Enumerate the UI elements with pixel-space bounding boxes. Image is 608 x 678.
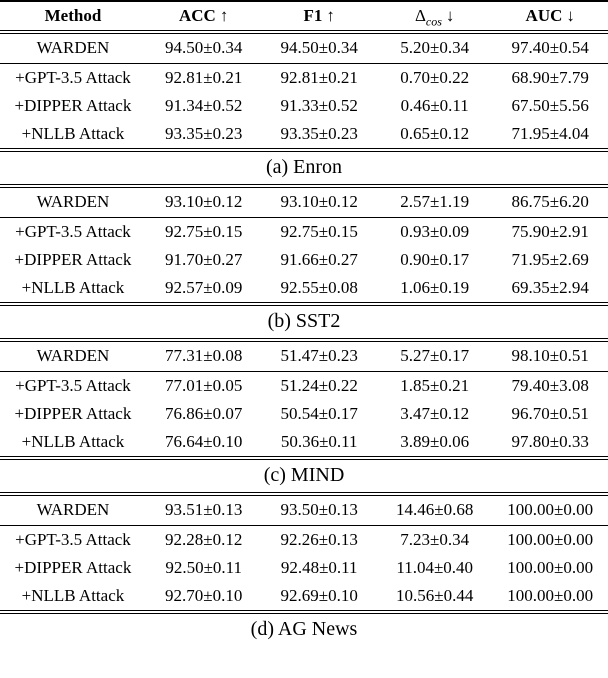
delta-cell: 3.47±0.12 <box>400 403 470 423</box>
acc-cell: 91.70±0.27 <box>164 249 243 269</box>
acc-cell: 94.50±0.34 <box>146 32 262 64</box>
subtable-enron <box>0 0 608 184</box>
attack-row <box>0 582 608 612</box>
col-header-acc <box>146 2 262 32</box>
method-cell: WARDEN <box>0 342 146 372</box>
warden-row <box>0 342 608 372</box>
f1-cell: 91.33±0.52 <box>280 95 358 115</box>
auc-cell: 67.50±5.56 <box>511 95 589 115</box>
attack-row <box>0 400 608 428</box>
col-header-delta-cos <box>377 2 493 32</box>
auc-cell: 98.10±0.51 <box>492 342 608 372</box>
method-cell: +DIPPER Attack <box>14 557 132 577</box>
subtable-agnews <box>0 492 608 646</box>
attack-row <box>0 274 608 304</box>
auc-cell: 96.70±0.51 <box>511 403 589 423</box>
method-cell: WARDEN <box>0 496 146 526</box>
f1-cell: 92.69±0.10 <box>261 582 377 612</box>
method-cell: +NLLB Attack <box>0 120 146 150</box>
acc-label: ACC <box>178 5 216 25</box>
delta-cell: 1.06±0.19 <box>377 274 493 304</box>
delta-cell: 14.46±0.68 <box>377 496 493 526</box>
results-table-enron <box>0 2 608 152</box>
acc-cell: 76.86±0.07 <box>164 403 243 423</box>
delta-cell: 2.57±1.19 <box>377 188 493 218</box>
acc-cell: 77.01±0.05 <box>164 375 243 395</box>
warden-row <box>0 32 608 64</box>
delta-cell: 7.23±0.34 <box>400 529 470 549</box>
delta-cell: 0.70±0.22 <box>400 67 470 87</box>
acc-cell: 92.70±0.10 <box>146 582 262 612</box>
acc-cell: 77.31±0.08 <box>146 342 262 372</box>
f1-cell: 50.36±0.11 <box>261 428 377 458</box>
f1-cell: 92.48±0.11 <box>280 557 358 577</box>
col-header-auc <box>492 2 608 32</box>
results-table-sst2 <box>0 188 608 306</box>
auc-cell: 71.95±4.04 <box>492 120 608 150</box>
method-cell: +DIPPER Attack <box>14 95 132 115</box>
method-cell: +GPT-3.5 Attack <box>15 529 131 549</box>
header-row <box>0 2 608 32</box>
warden-row <box>0 496 608 526</box>
method-cell: +GPT-3.5 Attack <box>15 221 131 241</box>
delta-symbol: $\Delta_{cos}$ <box>414 5 442 29</box>
acc-cell: 92.28±0.12 <box>164 529 243 549</box>
auc-cell: 71.95±2.69 <box>511 249 589 269</box>
auc-cell: 68.90±7.79 <box>511 67 589 87</box>
subcaption-sst2: (b) SST2 <box>267 310 341 332</box>
attack-row <box>0 246 608 274</box>
f1-cell: 51.24±0.22 <box>280 375 358 395</box>
acc-cell: 93.10±0.12 <box>146 188 262 218</box>
subcaption-agnews: (d) AG News <box>250 618 358 640</box>
attack-row <box>0 92 608 120</box>
delta-cell: 11.04±0.40 <box>396 557 474 577</box>
f1-cell: 91.66±0.27 <box>280 249 358 269</box>
f1-cell: 92.26±0.13 <box>280 529 358 549</box>
subcaption-mind: (c) MIND <box>263 464 345 486</box>
auc-cell: 75.90±2.91 <box>511 221 589 241</box>
auc-label: AUC <box>525 5 563 25</box>
f1-cell: 93.35±0.23 <box>261 120 377 150</box>
delta-cell: 0.90±0.17 <box>400 249 470 269</box>
auc-cell: 100.00±0.00 <box>492 496 608 526</box>
acc-cell: 92.75±0.15 <box>164 221 243 241</box>
method-cell: +NLLB Attack <box>0 274 146 304</box>
auc-cell: 97.40±0.54 <box>492 32 608 64</box>
attack-row <box>0 428 608 458</box>
acc-cell: 92.57±0.09 <box>146 274 262 304</box>
method-cell: +DIPPER Attack <box>14 403 132 423</box>
delta-cell: 0.46±0.11 <box>400 95 469 115</box>
auc-cell: 100.00±0.00 <box>507 529 594 549</box>
method-cell: +NLLB Attack <box>0 428 146 458</box>
attack-row <box>0 554 608 582</box>
auc-cell: 69.35±2.94 <box>492 274 608 304</box>
method-cell: +DIPPER Attack <box>14 249 132 269</box>
acc-cell: 93.35±0.23 <box>146 120 262 150</box>
results-table-mind <box>0 342 608 460</box>
acc-cell: 92.81±0.21 <box>164 67 243 87</box>
method-cell: WARDEN <box>0 188 146 218</box>
f1-cell: 94.50±0.34 <box>261 32 377 64</box>
col-header-f1 <box>261 2 377 32</box>
delta-subscript: cos <box>425 14 442 29</box>
attack-row <box>0 372 608 401</box>
method-cell: +NLLB Attack <box>0 582 146 612</box>
col-header-method: Method <box>0 2 146 32</box>
delta-cell: 5.27±0.17 <box>377 342 493 372</box>
f1-cell: 92.55±0.08 <box>261 274 377 304</box>
method-cell: +GPT-3.5 Attack <box>15 375 131 395</box>
acc-cell: 93.51±0.13 <box>146 496 262 526</box>
f1-cell: 51.47±0.23 <box>261 342 377 372</box>
f1-cell: 92.81±0.21 <box>280 67 358 87</box>
f1-cell: 93.50±0.13 <box>261 496 377 526</box>
f1-label: F1 <box>303 5 323 25</box>
f1-cell: 50.54±0.17 <box>280 403 358 423</box>
attack-row <box>0 526 608 555</box>
warden-row <box>0 188 608 218</box>
auc-cell: 100.00±0.00 <box>492 582 608 612</box>
auc-cell: 97.80±0.33 <box>492 428 608 458</box>
delta-cell: 3.89±0.06 <box>377 428 493 458</box>
f1-cell: 92.75±0.15 <box>280 221 358 241</box>
down-arrow-icon: ↓ <box>566 5 575 25</box>
delta-cell: 10.56±0.44 <box>377 582 493 612</box>
subtable-mind <box>0 338 608 492</box>
results-table-agnews <box>0 496 608 614</box>
subcaption-enron: (a) Enron <box>265 156 343 178</box>
delta-cell: 1.85±0.21 <box>400 375 470 395</box>
delta-cell: 5.20±0.34 <box>377 32 493 64</box>
auc-cell: 79.40±3.08 <box>511 375 589 395</box>
acc-cell: 92.50±0.11 <box>165 557 243 577</box>
attack-row <box>0 120 608 150</box>
subtable-sst2 <box>0 184 608 338</box>
up-arrow-icon: ↑ <box>326 5 335 25</box>
delta-cell: 0.93±0.09 <box>400 221 470 241</box>
delta-cell: 0.65±0.12 <box>377 120 493 150</box>
auc-cell: 100.00±0.00 <box>507 557 594 577</box>
method-cell: +GPT-3.5 Attack <box>15 67 131 87</box>
acc-cell: 91.34±0.52 <box>164 95 243 115</box>
attack-row <box>0 64 608 93</box>
acc-cell: 76.64±0.10 <box>146 428 262 458</box>
auc-cell: 86.75±6.20 <box>492 188 608 218</box>
method-cell: WARDEN <box>0 32 146 64</box>
f1-cell: 93.10±0.12 <box>261 188 377 218</box>
attack-row <box>0 218 608 247</box>
up-arrow-icon: ↑ <box>219 5 229 25</box>
down-arrow-icon: ↓ <box>445 5 455 25</box>
